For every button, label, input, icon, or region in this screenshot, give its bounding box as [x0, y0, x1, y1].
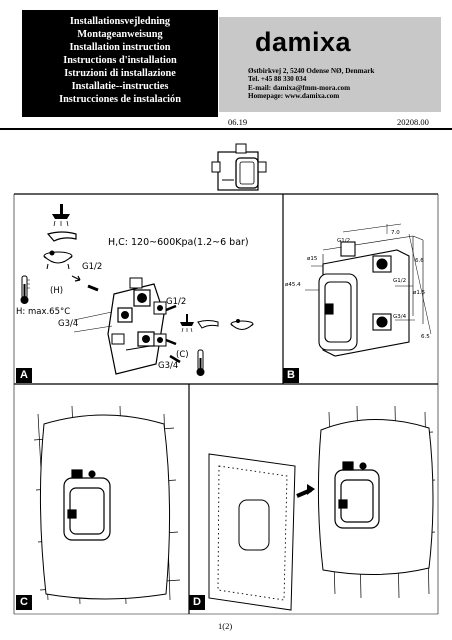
panel-a-label: A [16, 368, 32, 383]
panel-b-drawing [283, 194, 438, 384]
bathtub-outlet-icon [231, 319, 253, 330]
doc-date: 06.19 [228, 117, 248, 127]
brand-logo: damixa [255, 27, 352, 57]
inlet-right-thread: G1/2 [166, 297, 187, 307]
title-nl: Installatie--instructies [71, 81, 169, 92]
page-number: 1(2) [218, 621, 233, 631]
inlet-top-thread: G1/2 [82, 262, 103, 272]
shower-head-icon [52, 204, 70, 226]
cold-marker: (C) [176, 350, 189, 360]
valve-front-icon [64, 470, 110, 540]
contact-homepage[interactable]: Homepage: www.damixa.com [248, 92, 340, 101]
thread-bottom: G3/4 [158, 361, 179, 371]
panel-d [189, 384, 438, 614]
doc-number: 20208.00 [397, 117, 429, 127]
dim-thread-top: G1/2 [337, 238, 351, 244]
valve-front-right-icon [335, 462, 379, 528]
valve-body-dimensioned-icon [319, 242, 409, 356]
contact-address: Østbirkvej 2, 5240 Odense NØ, Denmark [248, 67, 375, 75]
hot-marker: (H) [50, 286, 64, 296]
valve-body-icon [108, 278, 166, 374]
spout-icon [48, 232, 76, 241]
title-de: Montageanweisung [77, 29, 163, 40]
pressure-spec: H,C: 120~600Kpa(1.2~6 bar) [108, 237, 249, 248]
hot-max-temp: H: max.65°C [16, 307, 71, 317]
panel-c-drawing [14, 384, 189, 614]
shower-head-outlet-icon [180, 314, 194, 332]
panel-c-label: C [16, 595, 32, 610]
title-en: Installation instruction [69, 42, 171, 53]
cover-plate-icon [209, 454, 295, 610]
dim-height: 6.5 [421, 334, 430, 340]
contact-phone: Tel. +45 88 330 034 [248, 75, 307, 84]
thermometer-cold-icon [197, 350, 205, 376]
title-it: Istruzioni di installazione [64, 68, 176, 79]
thread-left: G3/4 [58, 319, 79, 329]
bathtub-icon [44, 251, 72, 270]
title-es: Instrucciones de instalación [59, 94, 181, 105]
panel-d-drawing [189, 384, 438, 614]
panel-b [283, 194, 438, 384]
panel-c [14, 384, 189, 614]
panel-b-label: B [283, 368, 299, 383]
thermometer-hot-icon [21, 276, 31, 304]
panel-d-label: D [189, 595, 205, 610]
dim-thread-right: G1/2 [393, 278, 407, 284]
contact-email[interactable]: E-mail: damixa@fmm-mora.com [248, 83, 351, 92]
title-fr: Instructions d'installation [63, 55, 177, 66]
dim-pipe-diameter: ø15 [307, 256, 318, 262]
dim-depth: 6.6 [415, 258, 424, 264]
spout-outlet-icon [198, 321, 218, 329]
panel-a [14, 194, 283, 384]
dim-body-diameter: ø45.4 [285, 282, 301, 288]
dim-small-diameter: ø1.5 [413, 290, 426, 296]
title-da: Installationsvejledning [69, 16, 171, 27]
dim-width: 7.0 [391, 230, 400, 236]
dim-thread-bottom: G3/4 [393, 314, 407, 320]
